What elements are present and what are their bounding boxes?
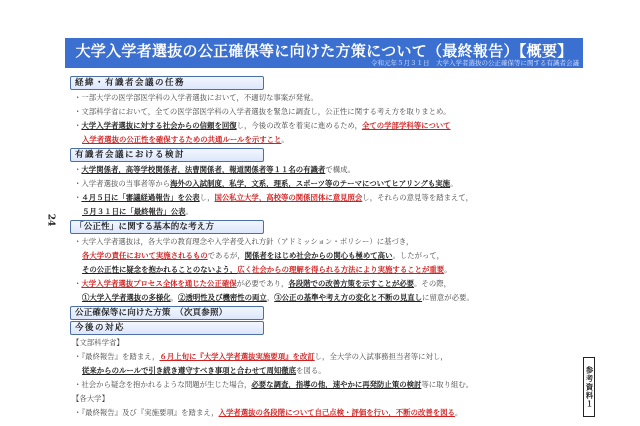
bullet-line: [70, 177, 585, 191]
body-text: 。: [454, 408, 463, 417]
key-point-text: 各大学の責任において実施されるもの: [82, 251, 208, 260]
reference-material-label: 参考資料１: [583, 357, 595, 417]
bullet-line: [70, 133, 585, 147]
emphasis-text: ４月５日に「審議経過報告」を公表: [81, 193, 200, 202]
body-text: ・: [74, 165, 82, 174]
body-text: ・入学者選抜の当事者等から: [74, 179, 171, 188]
bullet-line: [70, 350, 585, 364]
section-heading: 有識者会議における検討: [70, 148, 264, 162]
bullet-line: [70, 163, 585, 177]
body-text: が必要であり，: [236, 279, 289, 288]
body-text: ・『最終報告』を踏まえ，: [74, 352, 160, 361]
bullet-line: [70, 119, 585, 133]
key-point-text: 全ての学部学科等について: [361, 121, 451, 130]
body-text: 。: [281, 135, 289, 144]
key-point-text: 大学入学者選抜プロセス全体を通じた公正確保: [81, 279, 237, 288]
body-text: ・社会から疑念を抱かれるような問題が生じた場合，: [74, 380, 252, 389]
section-heading: 今後の対応: [70, 321, 264, 335]
body-text: 等に取り組む。: [421, 380, 474, 389]
emphasis-text: 大学入学者選抜に対する社会からの信頼を回復: [81, 121, 237, 130]
body-text: し，今後の改革を着実に進めるため，: [236, 121, 362, 130]
body-text: ・: [74, 193, 82, 202]
title-banner: [65, 38, 583, 68]
bullet-line: [70, 291, 585, 305]
bullet-line: [70, 235, 585, 249]
bullet-line: [70, 406, 585, 420]
body-text: ・大学入学者選抜は，各大学の教育理念や入学者受入れ方針（アドミッション・ポリシー）に基づき，: [74, 237, 414, 246]
emphasis-text: ５月３１日に「最終報告」公表: [82, 207, 186, 216]
body-text: ・文部科学省において，全ての医学部医学科の入学者選抜を緊急に調査し，公正性に関する考え方を取りまとめ。: [74, 107, 451, 116]
emphasis-text: ①大学入学者選抜の多様化: [82, 293, 171, 302]
emphasis-text: 従来からのルールで引き続き遵守すべき事項と合わせて周知徹底: [82, 366, 297, 375]
body-text: し，全大学の入試事務担当者等に対し，: [314, 352, 448, 361]
body-text: ・『最終報告』及び『実施要項』を踏まえ，: [74, 408, 219, 417]
document-body: [70, 75, 585, 420]
section-heading: 経緯・有識者会議の任務: [70, 76, 264, 90]
emphasis-text: 関係者をはじめ社会からの関心も極めて高い: [244, 251, 393, 260]
subsection-label: [70, 336, 585, 350]
emphasis-text: 各段階での改善方策を示すことが必要: [288, 279, 415, 288]
body-text: 。したがって，: [392, 251, 445, 260]
body-text: 。: [450, 179, 458, 188]
bullet-line: [70, 378, 585, 392]
body-text: し，: [199, 193, 215, 202]
page-subtitle: 令和元年５月３１日 大学入学者選抜の公正確保等に関する有識者会議: [371, 59, 579, 67]
bullet-line: [70, 105, 585, 119]
body-text: 【文部科学省】: [72, 338, 124, 347]
page-title: 大学入学者選抜の公正確保等に向けた方策について（最終報告）【概要】: [75, 42, 573, 60]
page-number: 24: [45, 213, 56, 227]
section-heading: 「公正性」に関する基本的な考え方: [70, 220, 264, 234]
emphasis-text: ②透明性及び機密性の両立: [178, 293, 267, 302]
bullet-line: [70, 249, 585, 263]
body-text: に留意が必要。: [422, 293, 474, 302]
emphasis-text: 大学関係者，高等学校関係者，法曹関係者，報道関係者等１１名の有識者: [81, 165, 326, 174]
emphasis-text: ③公正の基準や考え方の変化と不断の見直し: [274, 293, 423, 302]
body-text: 。: [185, 207, 193, 216]
body-text: ・: [74, 121, 82, 130]
key-point-text: 入学者選抜の公正性を確保するための共通ルールを示すこと: [82, 135, 282, 144]
bullet-line: [70, 205, 585, 219]
body-text: ・: [74, 279, 82, 288]
body-text: を図る。: [296, 366, 326, 375]
body-text: で構成。: [325, 165, 355, 174]
bullet-line: [70, 364, 585, 378]
bullet-line: [70, 91, 585, 105]
body-text: 。その際，: [414, 279, 451, 288]
emphasis-text: その公正性に疑念を抱かれることのないよう，: [82, 265, 238, 274]
bullet-line: [70, 191, 585, 205]
bullet-line: [70, 277, 585, 291]
key-point-text: 広く社会からの理解を得られる方法により実施することが重要: [237, 265, 445, 274]
body-text: し，それらの意見等を踏まえて，: [362, 193, 474, 202]
emphasis-text: 海外の入試制度，私学，文系，理系，スポーツ等のテーマについてヒアリングも実施: [170, 179, 451, 188]
section-heading: 公正確保等に向けた方策 （次頁参照）: [70, 306, 264, 320]
key-point-text: ６月上旬に『大学入学者選抜実施要項』を改訂: [159, 352, 315, 361]
bullet-line: [70, 263, 585, 277]
body-text: であるが，: [207, 251, 245, 260]
emphasis-text: 必要な調査，指導の他，速やかに再発防止策の検討: [251, 380, 422, 389]
subsection-label: [70, 392, 585, 406]
body-text: ・一部大学の医学部医学科の入学者選抜において，不適切な事案が発覚。: [74, 93, 318, 102]
body-text: ，: [266, 293, 275, 302]
key-point-text: 国公私立大学，高校等の関係団体に意見照会: [214, 193, 363, 202]
body-text: 。: [444, 265, 452, 274]
body-text: ，: [170, 293, 179, 302]
body-text: 【各大学】: [72, 394, 109, 403]
key-point-text: 入学者選抜の各段階について自己点検・評価を行い，不断の改善を図る: [218, 408, 455, 417]
